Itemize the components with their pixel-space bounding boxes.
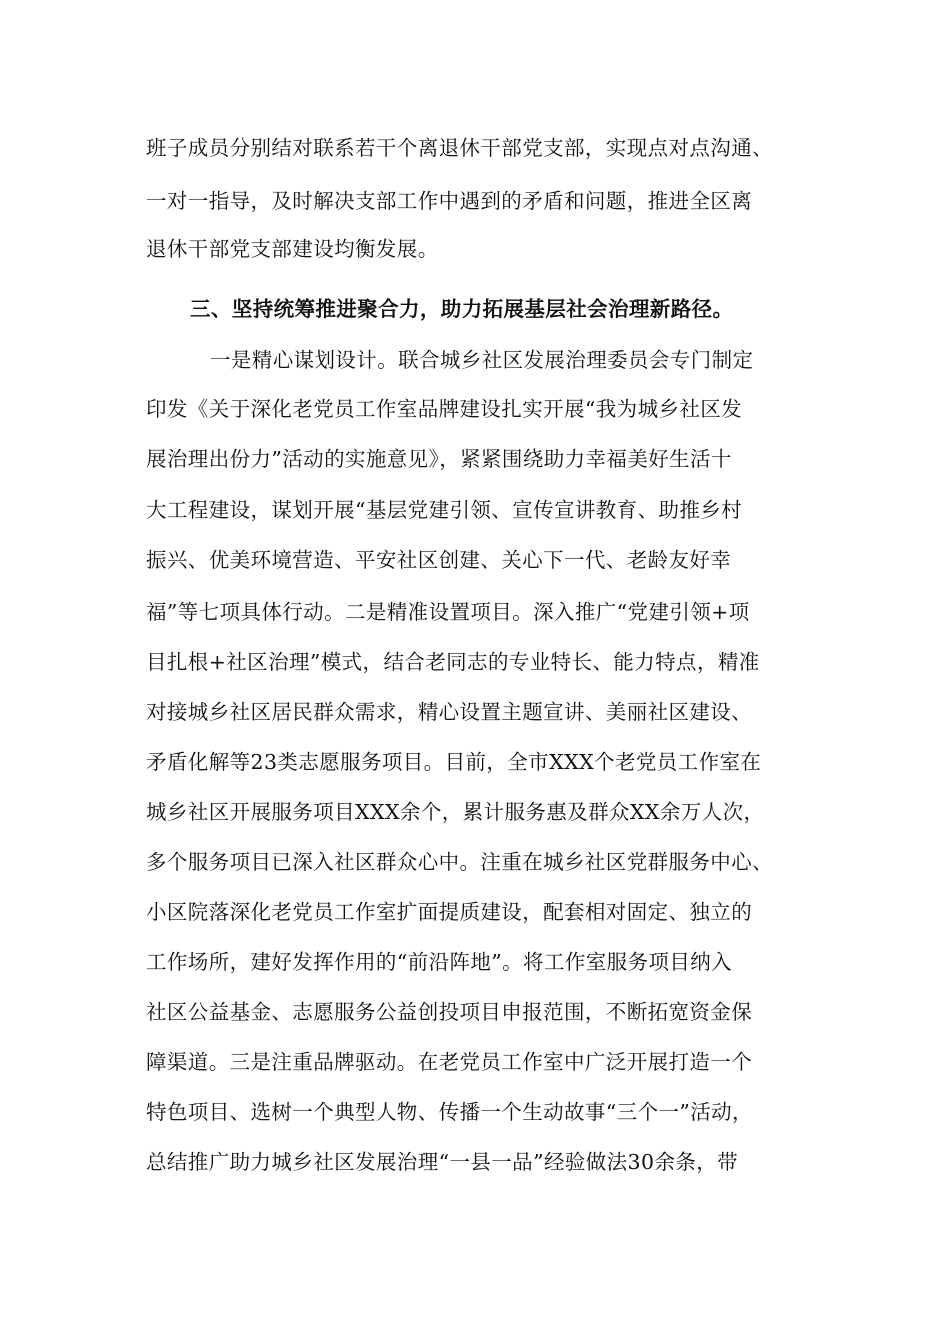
paragraph-line: 班子成员分别结对联系若干个离退休干部党支部，实现点对点沟通、 (146, 136, 773, 160)
paragraph-line: 矛盾化解等23类志愿服务项目。目前，全市XXX个老党员工作室在 (146, 750, 762, 774)
paragraph-line: 小区院落深化老党员工作室扩面提质建设，配套相对固定、独立的 (146, 900, 753, 924)
section-heading: 三、坚持统筹推进聚合力，助力拓展基层社会治理新路径。 (190, 297, 734, 321)
paragraph-line: 社区公益基金、志愿服务公益创投项目申报范围，不断拓宽资金保 (146, 1000, 753, 1024)
paragraph-line: 城乡社区开展服务项目XXX余个，累计服务惠及群众XX余万人次， (146, 800, 765, 824)
paragraph-line: 印发《关于深化老党员工作室品牌建设扎实开展“我为城乡社区发 (146, 397, 743, 421)
paragraph-line: 障渠道。三是注重品牌驱动。在老党员工作室中广泛开展打造一个 (146, 1050, 753, 1074)
paragraph-line: 一对一指导，及时解决支部工作中遇到的矛盾和问题，推进全区离 (146, 189, 753, 213)
paragraph-line: 多个服务项目已深入社区群众心中。注重在城乡社区党群服务中心、 (146, 850, 773, 874)
paragraph-line: 展治理出份力”活动的实施意见》，紧紧围绕助力幸福美好生活十 (146, 447, 732, 471)
paragraph-line: 福”等七项具体行动。二是精准设置项目。深入推广“党建引领+项 (146, 600, 750, 624)
paragraph-line: 工作场所，建好发挥作用的“前沿阵地”。将工作室服务项目纳入 (146, 950, 733, 974)
paragraph-line: 一是精心谋划设计。联合城乡社区发展治理委员会专门制定 (210, 348, 754, 372)
paragraph-line: 大工程建设，谋划开展“基层党建引领、宣传宣讲教育、助推乡村 (146, 498, 743, 522)
paragraph-line: 特色项目、选树一个典型人物、传播一个生动故事“三个一”活动， (146, 1100, 753, 1124)
paragraph-line: 对接城乡社区居民群众需求，精心设置主题宣讲、美丽社区建设、 (146, 700, 753, 724)
paragraph-line: 总结推广助力城乡社区发展治理“一县一品”经验做法30余条，带 (146, 1150, 739, 1174)
paragraph-line: 目扎根+社区治理”模式，结合老同志的专业特长、能力特点，精准 (146, 650, 760, 674)
paragraph-line: 退休干部党支部建设均衡发展。 (146, 237, 439, 261)
paragraph-line: 振兴、优美环境营造、平安社区创建、关心下一代、老龄友好幸 (146, 548, 732, 572)
